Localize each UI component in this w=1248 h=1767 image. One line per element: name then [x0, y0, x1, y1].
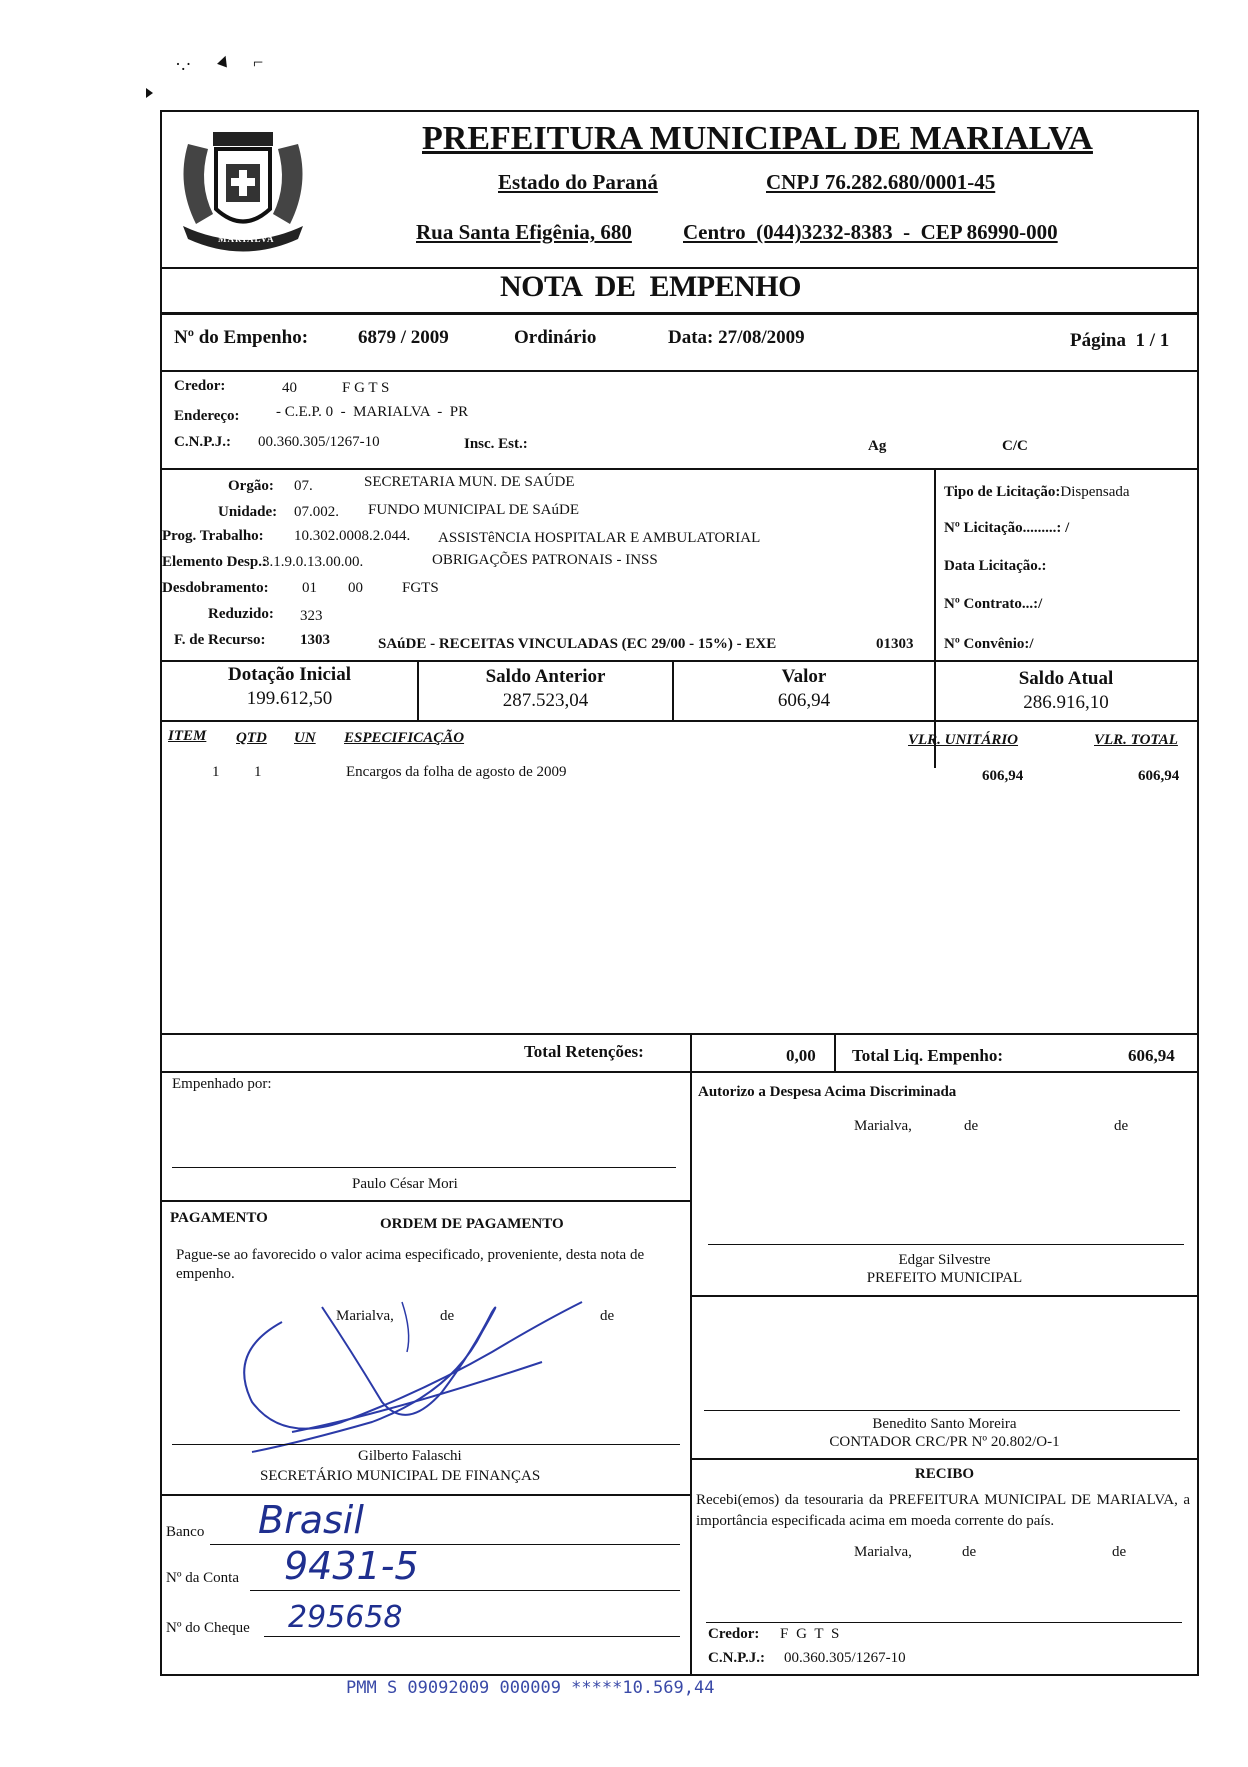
- prefeito-cargo: PREFEITO MUNICIPAL: [866, 1270, 1023, 1286]
- payment-stamp: PMM S 09092009 000009 *****10.569,44: [346, 1678, 715, 1698]
- cheque-value: 295658: [288, 1600, 403, 1635]
- nota-empenho-form: [160, 110, 1199, 1676]
- dotacao-value: 199.612,50: [246, 688, 333, 709]
- unidade-label: Unidade:: [218, 504, 278, 520]
- elemento-name: OBRIGAÇÕES PATRONAIS - INSS: [432, 552, 658, 568]
- total-retencoes-value: 0,00: [786, 1046, 816, 1065]
- empenho-type: Ordinário: [514, 327, 597, 348]
- crest-motto: MARIALVA: [218, 234, 275, 244]
- item-unit-value: 606,94: [982, 768, 1024, 784]
- desdobramento-label: Desdobramento:: [162, 580, 269, 596]
- unidade-name: FUNDO MUNICIPAL DE SAúDE: [368, 502, 579, 518]
- unidade-code: 07.002.: [294, 504, 339, 520]
- recibo-de-1: de: [962, 1544, 977, 1560]
- empenho-date: Data: 27/08/2009: [668, 327, 805, 348]
- contador-cargo: CONTADOR CRC/PR Nº 20.802/O-1: [829, 1434, 1060, 1450]
- reduzido-value: 323: [300, 608, 323, 624]
- conta-value: 9431-5: [284, 1544, 419, 1588]
- prog-name: ASSISTêNCIA HOSPITALAR E AMBULATORIAL: [438, 530, 761, 546]
- credor-label: Credor:: [174, 378, 226, 394]
- recibo-text: Recebi(emos) da tesouraria da PREFEITURA MUNICIPAL DE MARIALVA, a importância especificada acima em moeda corrente do país.: [696, 1492, 1190, 1529]
- ag-label: Ag: [868, 438, 887, 454]
- orgao-code: 07.: [294, 478, 313, 494]
- desdobramento-name: FGTS: [402, 580, 439, 596]
- recurso-code2: 01303: [876, 636, 914, 652]
- autorizo-marialva: Marialva,: [854, 1118, 912, 1134]
- dotacao-label: Dotação Inicial: [228, 664, 351, 685]
- col-qtd: QTD: [236, 730, 267, 746]
- prog-code: 10.302.0008.2.044.: [294, 528, 411, 544]
- empenhado-por-nome: Paulo César Mori: [352, 1176, 458, 1192]
- empenho-number: 6879 / 2009: [358, 327, 449, 348]
- saldo-atual-value: 286.916,10: [1023, 692, 1109, 713]
- conta-label: Nº da Conta: [166, 1570, 239, 1586]
- cnpj-label: C.N.P.J.:: [174, 434, 231, 450]
- scan-mark: ·.· ▲ ⌐: [175, 47, 264, 74]
- recibo-cnpj-value: 00.360.305/1267-10: [784, 1650, 906, 1666]
- page-number: Página 1 / 1: [1070, 330, 1170, 351]
- recibo-de-2: de: [1112, 1544, 1127, 1560]
- licitacao-numero: Nº Licitação.........: /: [944, 520, 1070, 536]
- autorizo-label: Autorizo a Despesa Acima Discriminada: [698, 1084, 957, 1100]
- prog-label: Prog. Trabalho:: [162, 528, 264, 544]
- item-qtd: 1: [254, 764, 262, 780]
- recibo-marialva: Marialva,: [854, 1544, 912, 1560]
- endereco-label: Endereço:: [174, 408, 240, 424]
- col-vlr-unitario: VLR. UNITÁRIO: [908, 732, 1019, 748]
- page-title: PREFEITURA MUNICIPAL DE MARIALVA: [422, 120, 1093, 157]
- pagamento-marialva: Marialva,: [336, 1308, 394, 1324]
- pagamento-title: PAGAMENTO: [170, 1210, 268, 1226]
- credor-cnpj: 00.360.305/1267-10: [258, 434, 380, 450]
- address-rest: Centro (044)3232-8383 - CEP 86990-000: [683, 220, 1058, 244]
- saldo-atual-label: Saldo Atual: [1018, 668, 1114, 689]
- orgao-name: SECRETARIA MUN. DE SAÚDE: [364, 474, 575, 490]
- prefeito-nome: Edgar Silvestre: [898, 1252, 991, 1268]
- empenhado-por-label: Empenhado por:: [172, 1076, 272, 1092]
- total-liq-value: 606,94: [1128, 1046, 1175, 1065]
- secretario-cargo: SECRETÁRIO MUNICIPAL DE FINANÇAS: [260, 1468, 541, 1484]
- orgao-label: Orgão:: [228, 478, 274, 494]
- secretario-nome: Gilberto Falaschi: [358, 1448, 462, 1464]
- total-liq-label: Total Liq. Empenho:: [852, 1046, 1003, 1065]
- reduzido-label: Reduzido:: [208, 606, 274, 622]
- handwritten-signature: [232, 1292, 632, 1472]
- col-especificacao: ESPECIFICAÇÃO: [344, 730, 465, 746]
- insc-est-label: Insc. Est.:: [464, 436, 528, 452]
- recurso-code: 1303: [300, 632, 330, 648]
- pagamento-text: Pague-se ao favorecido o valor acima especificado, proveniente, desta nota de empenho.: [176, 1247, 645, 1282]
- item-total-value: 606,94: [1138, 768, 1180, 784]
- contrato-numero: Nº Contrato...:/: [944, 596, 1043, 612]
- item-number: 1: [212, 764, 220, 780]
- autorizo-de-1: de: [964, 1118, 979, 1134]
- address: Rua Santa Efigênia, 680: [416, 220, 632, 244]
- banco-value: Brasil: [258, 1498, 364, 1542]
- ordem-pagamento-title: ORDEM DE PAGAMENTO: [380, 1216, 564, 1232]
- cnpj-header: CNPJ 76.282.680/0001-45: [766, 170, 996, 194]
- empenho-number-label: Nº do Empenho:: [174, 327, 309, 348]
- pagamento-de-1: de: [440, 1308, 455, 1324]
- endereco-value: - C.E.P. 0 - MARIALVA - PR: [276, 404, 469, 420]
- recibo-title: RECIBO: [914, 1466, 975, 1482]
- elemento-code: 3.1.9.0.13.00.00.: [262, 554, 364, 570]
- valor-label: Valor: [781, 666, 827, 687]
- cc-label: C/C: [1002, 438, 1028, 454]
- contador-nome: Benedito Santo Moreira: [872, 1416, 1017, 1432]
- elemento-label: Elemento Desp.:: [162, 554, 267, 570]
- col-un: UN: [294, 730, 316, 746]
- desdobramento-a: 01: [302, 580, 317, 596]
- autorizo-de-2: de: [1114, 1118, 1129, 1134]
- saldo-anterior-value: 287.523,04: [502, 690, 589, 711]
- licitacao-data: Data Licitação.:: [944, 558, 1047, 574]
- saldo-anterior-label: Saldo Anterior: [485, 666, 606, 687]
- banco-label: Banco: [166, 1524, 205, 1540]
- credor-code: 40: [282, 380, 297, 396]
- valor-value: 606,94: [777, 690, 831, 711]
- desdobramento-b: 00: [348, 580, 363, 596]
- recibo-credor-label: Credor:: [708, 1626, 760, 1642]
- recibo-cnpj-label: C.N.P.J.:: [708, 1650, 765, 1666]
- recurso-name: SAúDE - RECEITAS VINCULADAS (EC 29/00 - 15%) - EXE: [378, 636, 777, 652]
- licitacao-tipo-label: Tipo de Licitação:Dispensada: [944, 484, 1130, 500]
- recurso-label: F. de Recurso:: [174, 632, 266, 648]
- state-name: Estado do Paraná: [498, 170, 658, 194]
- convenio-numero: Nº Convênio:/: [944, 636, 1034, 652]
- total-retencoes-label: Total Retenções:: [524, 1042, 644, 1061]
- cheque-label: Nº do Cheque: [166, 1620, 250, 1636]
- document-title: NOTA DE EMPENHO: [500, 270, 801, 303]
- credor-name: F G T S: [342, 380, 390, 396]
- col-vlr-total: VLR. TOTAL: [1094, 732, 1178, 748]
- col-item: ITEM: [168, 728, 207, 744]
- recibo-credor-value: F G T S: [780, 1626, 842, 1642]
- scan-mark: [146, 88, 153, 98]
- item-spec: Encargos da folha de agosto de 2009: [346, 764, 567, 780]
- pagamento-de-2: de: [600, 1308, 615, 1324]
